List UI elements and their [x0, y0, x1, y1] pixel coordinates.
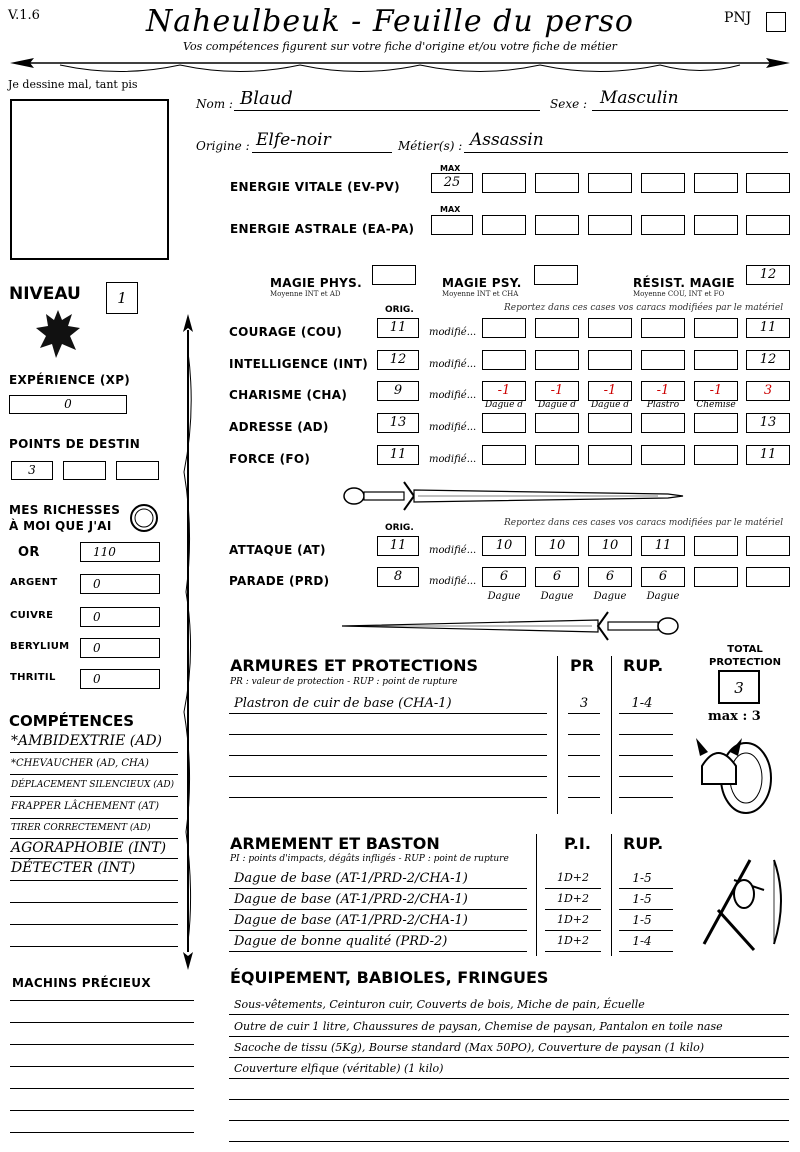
carac-modif-caption: Dague d	[537, 400, 577, 410]
carac-modif-box[interactable]: -1	[482, 381, 526, 401]
carac-label: INTELLIGENCE (INT)	[229, 357, 368, 371]
origine-value[interactable]: Elfe-noir	[256, 130, 331, 150]
skill-line	[10, 838, 178, 839]
carac-modif-box[interactable]	[482, 445, 526, 465]
machins-label: MACHINS PRÉCIEUX	[12, 976, 151, 990]
combat-modif-box[interactable]	[694, 536, 738, 556]
ea-max-label: MAX	[440, 205, 461, 214]
destin-box[interactable]: 3	[11, 461, 53, 480]
magie-phys-box[interactable]	[372, 265, 416, 285]
equipment-text[interactable]: Sacoche de tissu (5Kg), Bourse standard (Max 50PO), Couverture de paysan (1 kilo)	[234, 1041, 705, 1054]
ea-label: ENERGIE ASTRALE (EA-PA)	[230, 222, 415, 236]
weapon-rup[interactable]: 1-5	[632, 892, 652, 906]
armor-pr[interactable]: 3	[579, 696, 589, 711]
coin-icon	[128, 502, 160, 534]
combat-label: PARADE (PRD)	[229, 574, 330, 588]
carac-modif-label: modifié...	[429, 422, 477, 433]
caracs-report-note: Reportez dans ces cases vos caracs modifiées par le matériel	[504, 303, 784, 313]
nom-label: Nom :	[196, 97, 233, 111]
carac-orig-box[interactable]: 9	[377, 381, 419, 401]
magie-psy-box[interactable]	[534, 265, 578, 285]
money-box[interactable]: 0	[80, 574, 160, 594]
armor-line[interactable]	[229, 755, 547, 756]
carac-modif-box[interactable]	[641, 413, 685, 433]
combat-modif-box[interactable]	[746, 536, 790, 556]
carac-final-box[interactable]: 11	[746, 318, 790, 338]
carac-label: COURAGE (COU)	[229, 325, 343, 339]
sword-ornament	[338, 608, 688, 644]
carac-orig-box[interactable]: 11	[377, 445, 419, 465]
armor-line[interactable]	[229, 713, 547, 714]
weapon-name[interactable]: Dague de base (AT-1/PRD-2/CHA-1)	[234, 871, 468, 886]
armement-pi-header: P.I.	[564, 834, 591, 853]
magie-phys-note: Moyenne INT et AD	[270, 290, 341, 298]
armor-pr-line	[568, 734, 600, 735]
carac-modif-box[interactable]	[588, 413, 632, 433]
carac-modif-box[interactable]	[535, 350, 579, 370]
weapon-rup-line	[619, 951, 673, 952]
carac-modif-box[interactable]	[588, 318, 632, 338]
weapon-rup-line	[619, 909, 673, 910]
helmet-shield-icon	[694, 726, 774, 818]
destin-label: POINTS DE DESTIN	[9, 437, 141, 451]
combat-modif-caption: Dague	[593, 591, 627, 602]
carac-modif-box[interactable]	[641, 350, 685, 370]
money-label: CUIVRE	[10, 610, 54, 621]
ev-box[interactable]	[641, 173, 685, 193]
combat-report-note: Reportez dans ces cases vos caracs modifiées par le matériel	[504, 518, 784, 528]
skill-line	[10, 946, 178, 947]
equipment-text[interactable]: Sous-vêtements, Ceinturon cuir, Couverts de bois, Miche de pain, Écuelle	[234, 998, 645, 1011]
total-protection-label: TOTAL	[727, 644, 763, 655]
weapon-pi-line	[545, 888, 601, 889]
page-subtitle: Vos compétences figurent sur votre fiche d'origine et/ou votre fiche de métier	[183, 40, 617, 53]
machins-line[interactable]	[10, 1000, 194, 1001]
weapon-rup-line	[619, 888, 673, 889]
carac-modif-box[interactable]	[535, 413, 579, 433]
magie-psy-note: Moyenne INT et CHA	[442, 290, 519, 298]
metier-value[interactable]: Assassin	[470, 130, 544, 150]
combat-orig-header: ORIG.	[385, 523, 414, 533]
carac-modif-box[interactable]	[641, 318, 685, 338]
carac-modif-box[interactable]	[482, 413, 526, 433]
money-label: OR	[18, 545, 40, 560]
money-box[interactable]: 0	[80, 638, 160, 658]
weapon-name[interactable]: Dague de bonne qualité (PRD-2)	[234, 934, 448, 949]
metier-label: Métier(s) :	[398, 139, 463, 153]
carac-modif-box[interactable]	[588, 445, 632, 465]
pnj-checkbox[interactable]	[766, 12, 786, 32]
equipement-title: ÉQUIPEMENT, BABIOLES, FRINGUES	[230, 968, 549, 987]
max-protection-label: max : 3	[708, 709, 761, 724]
combat-modif-box[interactable]: 6	[482, 567, 526, 587]
carac-modif-box[interactable]	[641, 445, 685, 465]
ea-box[interactable]	[535, 215, 579, 235]
equipment-text[interactable]: Outre de cuir 1 litre, Chaussures de paysan, Chemise de paysan, Pantalon en toile nase	[234, 1020, 723, 1033]
combat-modif-box[interactable]: 10	[588, 536, 632, 556]
carac-final-box[interactable]: 12	[746, 350, 790, 370]
combat-modif-box[interactable]: 6	[641, 567, 685, 587]
equipment-line[interactable]	[229, 1120, 789, 1121]
niveau-box[interactable]: 1	[106, 282, 138, 314]
weapon-pi[interactable]: 1D+2	[556, 913, 590, 926]
skill-line	[10, 796, 178, 797]
combat-orig-box[interactable]: 11	[377, 536, 419, 556]
machins-line[interactable]	[10, 1044, 194, 1045]
machins-line[interactable]	[10, 1088, 194, 1089]
carac-modif-caption: Plastro	[646, 400, 680, 410]
portrait-frame[interactable]	[10, 99, 169, 260]
skill-line	[10, 818, 178, 819]
money-box[interactable]: 0	[80, 607, 160, 627]
ev-max-label: MAX	[440, 164, 461, 173]
skill-line	[10, 880, 178, 881]
dragon-icon	[34, 306, 82, 362]
richesses-label: MES RICHESSES	[9, 503, 121, 517]
equipment-line[interactable]	[229, 1036, 789, 1037]
equipment-line[interactable]	[229, 1099, 789, 1100]
carac-modif-caption: Dague d	[484, 400, 524, 410]
header-spear-ornament	[0, 54, 800, 78]
carac-modif-label: modifié...	[429, 454, 477, 465]
carac-final-box[interactable]: 3	[746, 381, 790, 401]
armement-title: ARMEMENT ET BASTON	[230, 834, 440, 853]
pnj-label: PNJ	[724, 10, 752, 26]
money-label: THRITIL	[10, 672, 56, 683]
money-box[interactable]: 0	[80, 669, 160, 689]
weapon-rup[interactable]: 1-5	[632, 871, 652, 885]
skill-item[interactable]: *CHEVAUCHER (AD, CHA)	[11, 758, 149, 769]
carac-orig-box[interactable]: 12	[377, 350, 419, 370]
money-label: BERYLIUM	[10, 641, 70, 652]
armor-rup-line	[619, 734, 673, 735]
magie-psy-label: MAGIE PSY.	[442, 276, 522, 290]
skill-line	[10, 924, 178, 925]
money-label: ARGENT	[10, 577, 58, 588]
ev-label: ENERGIE VITALE (EV-PV)	[230, 180, 400, 194]
ea-box[interactable]	[641, 215, 685, 235]
machins-line[interactable]	[10, 1022, 194, 1023]
carac-modif-caption: Chemise	[696, 400, 736, 410]
combat-modif-box[interactable]	[694, 567, 738, 587]
armor-name[interactable]: Plastron de cuir de base (CHA-1)	[234, 696, 452, 711]
armor-pr-line	[568, 797, 600, 798]
carac-modif-label: modifié...	[429, 359, 477, 370]
skill-item[interactable]: FRAPPER LÂCHEMENT (AT)	[11, 801, 159, 812]
competences-label: COMPÉTENCES	[9, 712, 135, 730]
equipment-text[interactable]: Couverture elfique (véritable) (1 kilo)	[234, 1062, 444, 1075]
carac-modif-box[interactable]	[694, 413, 738, 433]
skill-item[interactable]: AGORAPHOBIE (INT)	[11, 840, 167, 856]
xp-box[interactable]: 0	[9, 395, 127, 414]
weapon-rup[interactable]: 1-4	[632, 934, 652, 948]
weapon-line[interactable]	[229, 888, 527, 889]
ea-box[interactable]	[694, 215, 738, 235]
carac-modif-box[interactable]	[482, 350, 526, 370]
ev-box[interactable]	[746, 173, 790, 193]
destin-box[interactable]	[63, 461, 106, 480]
armement-rup-header: RUP.	[623, 834, 664, 853]
skill-item[interactable]: DÉTECTER (INT)	[11, 860, 136, 876]
combat-modif-box[interactable]: 10	[482, 536, 526, 556]
armor-rup-line	[619, 776, 673, 777]
total-protection-box[interactable]: 3	[718, 670, 760, 704]
weapon-line[interactable]	[229, 909, 527, 910]
armor-pr-line	[568, 776, 600, 777]
skill-line	[10, 902, 178, 903]
combat-modif-box[interactable]: 11	[641, 536, 685, 556]
carac-orig-box[interactable]: 13	[377, 413, 419, 433]
ea-max-box[interactable]	[431, 215, 473, 235]
ea-box[interactable]	[746, 215, 790, 235]
armor-line[interactable]	[229, 776, 547, 777]
armor-rup-line	[619, 755, 673, 756]
carac-final-box[interactable]: 11	[746, 445, 790, 465]
weapon-pi[interactable]: 1D+2	[556, 934, 590, 947]
carac-modif-box[interactable]	[535, 445, 579, 465]
carac-modif-box[interactable]	[694, 350, 738, 370]
armures-pr-header: PR	[570, 656, 595, 675]
ev-box[interactable]	[694, 173, 738, 193]
sexe-label: Sexe :	[550, 97, 588, 111]
armement-note: PI : points d'impacts, dégâts infligés - RUP : point de rupture	[230, 854, 509, 864]
carac-modif-box[interactable]	[694, 445, 738, 465]
combat-modif-caption: Dague	[487, 591, 521, 602]
carac-label: CHARISME (CHA)	[229, 388, 348, 402]
carac-modif-box[interactable]	[694, 318, 738, 338]
combat-modif-box[interactable]: 6	[588, 567, 632, 587]
equipment-line[interactable]	[229, 1141, 789, 1142]
machins-line[interactable]	[10, 1132, 194, 1133]
weapon-pi[interactable]: 1D+2	[556, 871, 590, 884]
weapon-pi-line	[545, 930, 601, 931]
armor-rup-line	[619, 713, 673, 714]
machins-line[interactable]	[10, 1066, 194, 1067]
weapon-line[interactable]	[229, 951, 527, 952]
carac-modif-label: modifié...	[429, 327, 477, 338]
page-title: Naheulbeuk - Feuille du perso	[146, 4, 634, 39]
combat-modif-label: modifié...	[429, 545, 477, 556]
resist-magie-label: RÉSIST. MAGIE	[633, 276, 735, 290]
carac-modif-box[interactable]	[535, 318, 579, 338]
carac-modif-box[interactable]	[482, 318, 526, 338]
armor-line[interactable]	[229, 734, 547, 735]
carac-label: FORCE (FO)	[229, 452, 311, 466]
carac-modif-caption: Dague d	[590, 400, 630, 410]
armor-pr-line	[568, 755, 600, 756]
caracs-orig-header: ORIG.	[385, 305, 414, 315]
combat-modif-caption: Dague	[540, 591, 574, 602]
sword-ornament	[338, 478, 688, 514]
armor-rup[interactable]: 1-4	[631, 696, 653, 711]
weapon-line[interactable]	[229, 930, 527, 931]
weapon-pi-line	[545, 909, 601, 910]
carac-final-box[interactable]: 13	[746, 413, 790, 433]
carac-modif-box[interactable]: -1	[694, 381, 738, 401]
niveau-label: NIVEAU	[9, 284, 81, 304]
weapon-pi-line	[545, 951, 601, 952]
carac-modif-box[interactable]: -1	[641, 381, 685, 401]
armor-rup-line	[619, 797, 673, 798]
richesses-label: À MOI QUE J'AI	[9, 519, 112, 533]
armures-rup-header: RUP.	[623, 656, 664, 675]
total-protection-label: PROTECTION	[709, 657, 781, 668]
weapons-icon	[694, 850, 788, 956]
weapon-rup[interactable]: 1-5	[632, 913, 652, 927]
combat-modif-box[interactable]	[746, 567, 790, 587]
ea-box[interactable]	[588, 215, 632, 235]
combat-label: ATTAQUE (AT)	[229, 543, 326, 557]
carac-modif-box[interactable]	[588, 350, 632, 370]
skill-item[interactable]: TIRER CORRECTEMENT (AD)	[11, 823, 151, 833]
version-label: V.1.6	[8, 8, 40, 23]
skill-line	[10, 858, 178, 859]
magie-phys-label: MAGIE PHYS.	[270, 276, 362, 290]
skill-line	[10, 752, 178, 753]
xp-label: EXPÉRIENCE (XP)	[9, 373, 131, 387]
armor-line[interactable]	[229, 797, 547, 798]
combat-modif-box[interactable]: 10	[535, 536, 579, 556]
skill-item[interactable]: DÉPLACEMENT SILENCIEUX (AD)	[11, 780, 175, 790]
equipment-line[interactable]	[229, 1014, 789, 1015]
combat-orig-box[interactable]: 8	[377, 567, 419, 587]
ev-box[interactable]	[535, 173, 579, 193]
machins-line[interactable]	[10, 1110, 194, 1111]
combat-modif-label: modifié...	[429, 576, 477, 587]
skill-item[interactable]: *AMBIDEXTRIE (AD)	[11, 733, 163, 749]
armures-title: ARMURES ET PROTECTIONS	[230, 656, 478, 675]
carac-orig-box[interactable]: 11	[377, 318, 419, 338]
weapon-pi[interactable]: 1D+2	[556, 892, 590, 905]
origine-label: Origine :	[196, 139, 250, 153]
skill-line	[10, 774, 178, 775]
portrait-caption: Je dessine mal, tant pis	[8, 78, 138, 91]
sexe-value[interactable]: Masculin	[600, 88, 679, 108]
equipment-line[interactable]	[229, 1078, 789, 1079]
carac-modif-label: modifié...	[429, 390, 477, 401]
carac-label: ADRESSE (AD)	[229, 420, 329, 434]
weapon-name[interactable]: Dague de base (AT-1/PRD-2/CHA-1)	[234, 892, 468, 907]
spear-ornament	[178, 312, 198, 972]
ea-box[interactable]	[482, 215, 526, 235]
carac-modif-box[interactable]: -1	[588, 381, 632, 401]
destin-box[interactable]	[116, 461, 159, 480]
combat-modif-caption: Dague	[646, 591, 680, 602]
ev-max-box[interactable]: 25	[431, 173, 473, 193]
money-box[interactable]: 110	[80, 542, 160, 562]
weapon-rup-line	[619, 930, 673, 931]
resist-magie-box[interactable]: 12	[746, 265, 790, 285]
combat-modif-box[interactable]: 6	[535, 567, 579, 587]
nom-value[interactable]: Blaud	[240, 88, 293, 109]
ev-box[interactable]	[482, 173, 526, 193]
armures-note: PR : valeur de protection - RUP : point de rupture	[230, 677, 458, 687]
ev-box[interactable]	[588, 173, 632, 193]
equipment-line[interactable]	[229, 1057, 789, 1058]
resist-magie-note: Moyenne COU, INT et FO	[633, 290, 725, 298]
armor-pr-line	[568, 713, 600, 714]
carac-modif-box[interactable]: -1	[535, 381, 579, 401]
weapon-name[interactable]: Dague de base (AT-1/PRD-2/CHA-1)	[234, 913, 468, 928]
